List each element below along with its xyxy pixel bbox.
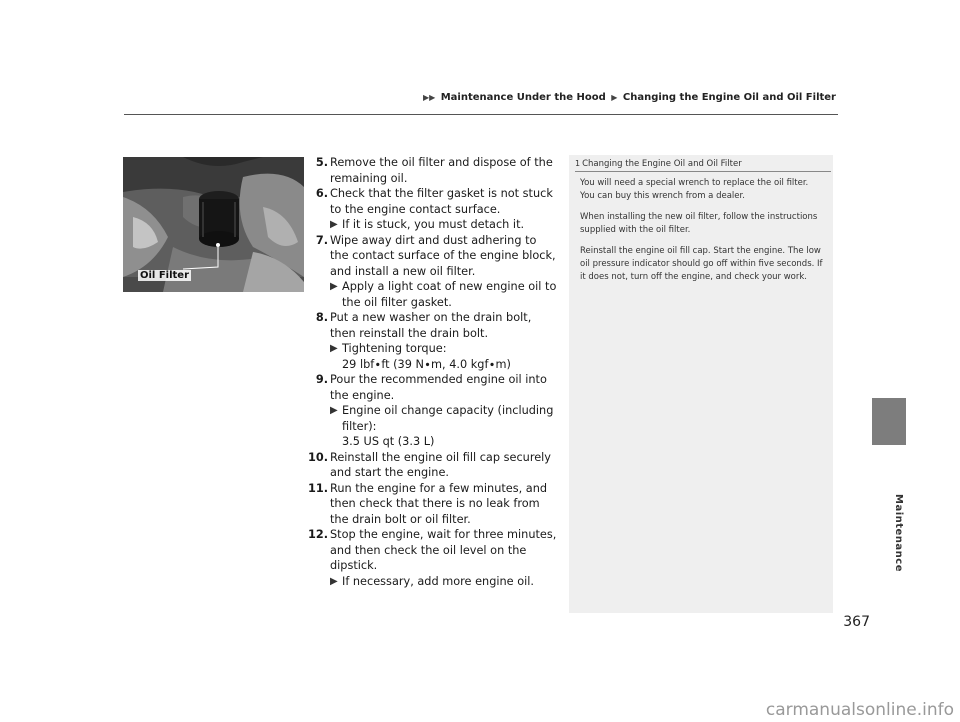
watermark: carmanualsonline.info <box>765 700 954 720</box>
arrow-icon: ▶ <box>330 343 338 354</box>
procedure-steps <box>308 155 558 589</box>
breadcrumb <box>421 92 836 103</box>
arrow-icon: ▶ <box>330 575 338 587</box>
step-number: 9. <box>315 373 328 386</box>
step-number: 7. <box>315 233 328 247</box>
breadcrumb-item: Changing the Engine Oil and Oil Filter <box>622 92 836 103</box>
step-6 <box>308 186 558 217</box>
step-5 <box>308 155 558 186</box>
note-paragraph: When installing the new oil filter, follow the instructions supplied with the oil filter. <box>580 212 818 235</box>
note-paragraph: Reinstall the engine oil fill cap. Start the engine. The low oil pressure indicator should go off within five seconds. If it does not, turn off the engine, and check your work. <box>580 246 823 282</box>
step-number: 8. <box>315 311 328 324</box>
note-reference-icon: 1 <box>575 159 581 168</box>
step-6-note <box>308 217 558 233</box>
step-number: 11. <box>308 481 329 495</box>
arrow-icon: ▶ <box>330 219 338 230</box>
header-divider <box>124 114 838 115</box>
step-text: Remove the oil filter and dispose of the remaining oil. <box>330 156 553 185</box>
step-8-note <box>308 341 558 357</box>
sub-text: Engine oil change capacity (including filter): <box>342 404 554 433</box>
step-11 <box>308 481 558 528</box>
step-text: Stop the engine, wait for three minutes, and then check the oil level on the dipstick. <box>330 528 557 572</box>
step-12 <box>308 527 558 574</box>
step-text: Put a new washer on the drain bolt, then reinstall the drain bolt. <box>330 311 532 340</box>
note-title-text: Changing the Engine Oil and Oil Filter <box>582 159 742 169</box>
sub-text: If it is stuck, you must detach it. <box>342 218 525 231</box>
sub-text: Apply a light coat of new engine oil to the oil filter gasket. <box>342 280 557 309</box>
step-9 <box>308 372 558 403</box>
step-9-note <box>308 403 558 434</box>
sub-text: Tightening torque: <box>342 342 447 355</box>
step-7-note <box>308 279 558 310</box>
step-number: 5. <box>315 156 328 169</box>
torque-spec: 29 lbf∙ft (39 N∙m, 4.0 kgf∙m) <box>342 357 511 371</box>
note-paragraph: You will need a special wrench to replace the oil filter. You can buy this wrench from a dealer. <box>580 178 809 201</box>
capacity-spec: 3.5 US qt (3.3 L) <box>342 435 435 448</box>
section-tab <box>872 398 906 445</box>
breadcrumb-item: Maintenance Under the Hood <box>440 92 606 103</box>
step-7 <box>308 233 558 280</box>
note-body <box>569 172 833 284</box>
step-number: 12. <box>308 528 329 541</box>
step-number: 6. <box>315 187 328 200</box>
step-number: 10. <box>308 450 329 464</box>
note-title <box>575 158 831 172</box>
step-text: Reinstall the engine oil fill cap securely and start the engine. <box>330 450 551 479</box>
step-text: Pour the recommended engine oil into the engine. <box>330 373 547 402</box>
section-label: Maintenance <box>893 494 904 573</box>
page-number: 367 <box>843 614 870 630</box>
step-10 <box>308 450 558 481</box>
sub-text: If necessary, add more engine oil. <box>342 574 534 588</box>
step-text: Check that the filter gasket is not stuck to the engine contact surface. <box>330 187 553 216</box>
info-note-box <box>569 155 833 613</box>
step-8 <box>308 310 558 341</box>
step-text: Wipe away dirt and dust adhering to the contact surface of the engine block, and install a new oil filter. <box>330 233 556 278</box>
arrow-icon: ▶ <box>330 281 338 292</box>
arrow-icon: ▶ <box>330 405 338 416</box>
breadcrumb-arrow-icon: ▶▶ <box>422 93 436 102</box>
step-text: Run the engine for a few minutes, and then check that there is no leak from the drain bolt or oil filter. <box>330 481 548 526</box>
oil-filter-callout: Oil Filter <box>140 270 190 281</box>
breadcrumb-arrow-icon: ▶ <box>611 93 618 102</box>
step-12-note <box>308 574 558 590</box>
